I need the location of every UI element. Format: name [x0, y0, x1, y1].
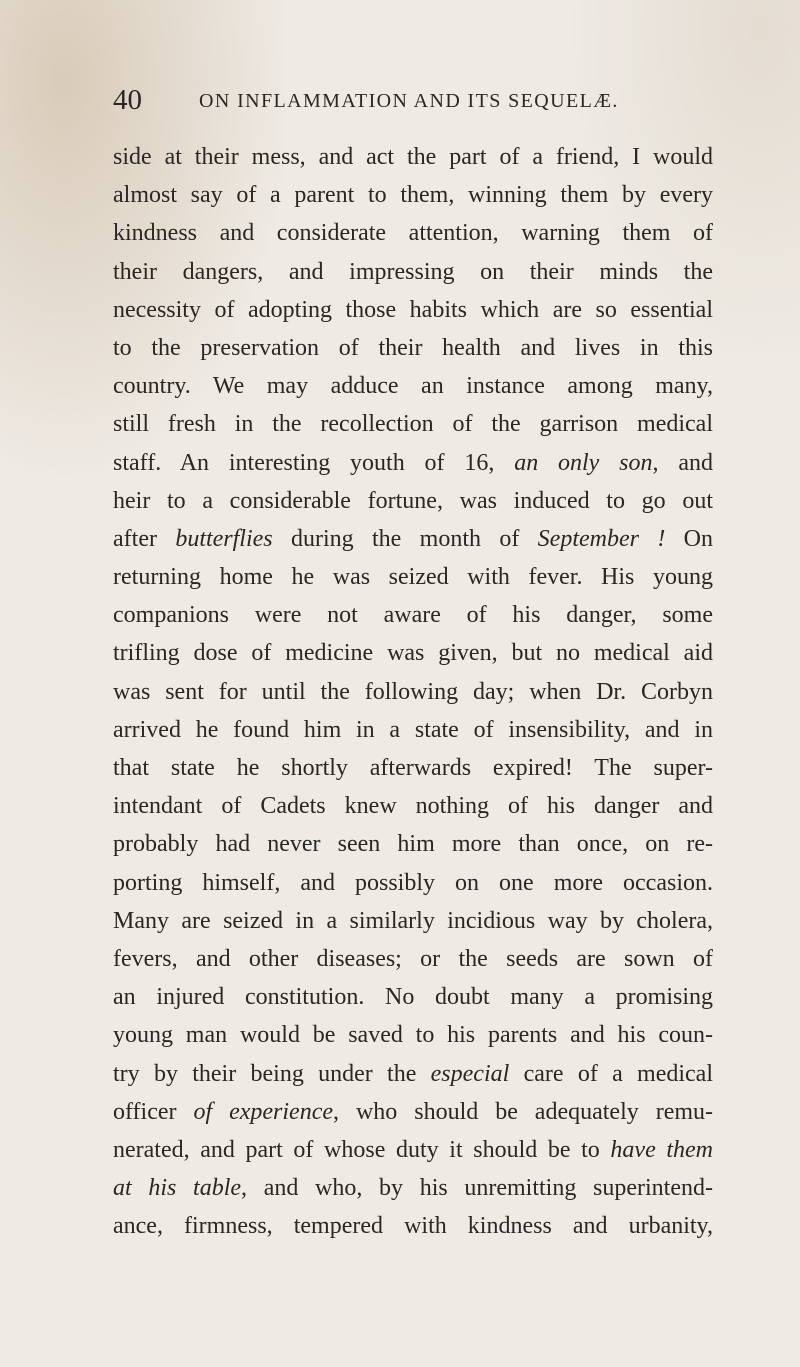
text-line — [113, 1016, 713, 1054]
text-run: care of a medical — [509, 1060, 713, 1087]
running-head — [113, 84, 733, 124]
text-run: staff. An interesting youth of 16, — [113, 449, 515, 476]
text-run: to the preservation of their health and lives in this — [113, 334, 713, 361]
text-run: side at their mess, and act the part of a friend, I would — [113, 144, 713, 170]
text-line — [113, 749, 713, 787]
text-run: ance, firmness, tempered with kindness and urbanity, — [113, 1213, 713, 1240]
text-line — [113, 176, 713, 214]
text-line — [113, 596, 713, 634]
text-run: almost say of a parent to them, winning them by every — [113, 182, 713, 209]
text-line — [113, 1055, 713, 1093]
text-line — [113, 1093, 713, 1131]
running-title: ON INFLAMMATION AND ITS SEQUELÆ. — [199, 90, 619, 112]
text-run: necessity of adopting those habits which are so essential — [113, 296, 713, 323]
text-line — [113, 1207, 713, 1245]
italic-text: butterflies — [175, 525, 273, 552]
text-run: country. We may adduce an instance among many, — [113, 373, 713, 400]
text-run: kindness and considerate attention, warning them of — [113, 220, 713, 247]
text-run: young man would be saved to his parents and his coun- — [113, 1022, 713, 1049]
text-run: nerated, and part of whose duty it should be to — [113, 1136, 611, 1163]
text-run: was sent for until the following day; when Dr. Corbyn — [113, 678, 713, 705]
text-run: , and who, by his unremitting superintend- — [241, 1175, 713, 1202]
text-run: fevers, and other diseases; or the seeds are sown of — [113, 945, 713, 972]
text-line — [113, 214, 713, 252]
text-run: probably had never seen him more than once, on re- — [113, 831, 713, 858]
text-line — [113, 711, 713, 749]
text-run: intendant of Cadets knew nothing of his danger and — [113, 793, 713, 820]
text-run: after — [113, 525, 176, 552]
text-run: trifling dose of medicine was given, but no medical aid — [113, 640, 713, 667]
text-line — [113, 940, 713, 978]
body-text — [113, 138, 713, 1245]
text-run: porting himself, and possibly on one more occasion. — [113, 869, 713, 896]
text-run: returning home he was seized with fever. His young — [113, 564, 713, 591]
text-run: an injured constitution. No doubt many a promising — [113, 984, 713, 1011]
text-run: , and — [652, 449, 713, 476]
text-line — [113, 558, 713, 596]
text-line — [113, 825, 713, 863]
text-run: heir to a considerable fortune, was induced to go out — [113, 487, 713, 514]
text-line — [113, 329, 713, 367]
page-number: 40 — [113, 84, 142, 116]
text-line — [113, 902, 713, 940]
text-line — [113, 291, 713, 329]
text-run: arrived he found him in a state of insensibility, and in — [113, 716, 713, 743]
italic-text: have them — [610, 1136, 713, 1163]
text-run: try by their being under the — [113, 1060, 431, 1087]
text-line — [113, 253, 713, 291]
text-run: On — [665, 525, 713, 552]
italic-text: at his table — [113, 1175, 242, 1202]
italic-text: September ! — [537, 525, 666, 552]
italic-text: an only son — [514, 449, 653, 476]
text-run: , who should be adequately remu- — [333, 1098, 714, 1125]
text-run: officer — [113, 1098, 194, 1125]
text-line — [113, 1131, 713, 1169]
text-line — [113, 1169, 713, 1207]
text-line — [113, 444, 713, 482]
text-run: during the month of — [272, 525, 538, 552]
text-run: companions were not aware of his danger, some — [113, 602, 713, 629]
text-line — [113, 482, 713, 520]
text-run: still fresh in the recollection of the garrison medical — [113, 411, 713, 438]
text-line — [113, 367, 713, 405]
italic-text: especial — [430, 1060, 510, 1087]
italic-text: of experience — [193, 1098, 334, 1125]
text-line — [113, 405, 713, 443]
text-run: that state he shortly afterwards expired! The super- — [113, 755, 713, 781]
text-line — [113, 634, 713, 672]
text-line — [113, 673, 713, 711]
text-line — [113, 978, 713, 1016]
text-run: Many are seized in a similarly incidious way by cholera, — [113, 907, 713, 934]
text-run: their dangers, and impressing on their minds the — [113, 258, 713, 285]
text-line — [113, 787, 713, 825]
text-line — [113, 520, 713, 558]
text-line — [113, 138, 713, 176]
text-line — [113, 864, 713, 902]
